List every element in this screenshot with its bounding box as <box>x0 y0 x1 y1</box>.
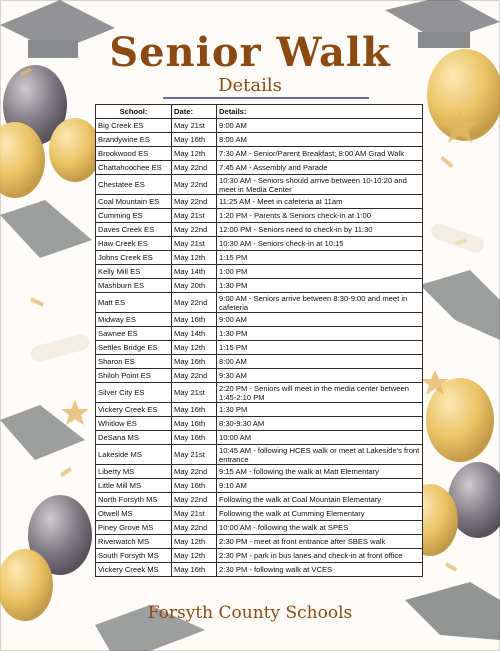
cell-details: 7:30 AM - Senior/Parent Breakfast; 8:00 AM Grad Walk <box>217 147 423 161</box>
cell-date: May 22nd <box>172 195 217 209</box>
cell-date: May 14th <box>172 265 217 279</box>
table-row <box>96 313 423 327</box>
header-date: Date: <box>172 105 217 119</box>
cell-details: 9:30 AM <box>217 369 423 383</box>
cell-school: Settles Bridge ES <box>96 341 172 355</box>
cell-date: May 21st <box>172 445 217 465</box>
table-row <box>96 133 423 147</box>
cell-details: 1:30 PM <box>217 279 423 293</box>
cell-date: May 21st <box>172 237 217 251</box>
table-row <box>96 535 423 549</box>
cell-details: 8:00 AM <box>217 355 423 369</box>
cell-date: May 22nd <box>172 521 217 535</box>
table-row <box>96 403 423 417</box>
table-header-row <box>96 105 423 119</box>
title-divider <box>163 97 369 99</box>
cell-date: May 21st <box>172 209 217 223</box>
cell-details: 10:30 AM - Seniors check-in at 10:15 <box>217 237 423 251</box>
cell-details: 11:25 AM - Meet in cafeteria at 11am <box>217 195 423 209</box>
cell-school: Johns Creek ES <box>96 251 172 265</box>
table-row <box>96 279 423 293</box>
cell-details: 1:15 PM <box>217 341 423 355</box>
cell-school: Lakeside MS <box>96 445 172 465</box>
cell-details: 10:00 AM - following the walk at SPES <box>217 521 423 535</box>
table-row <box>96 147 423 161</box>
cell-school: Haw Creek ES <box>96 237 172 251</box>
table-row <box>96 341 423 355</box>
cell-school: Brookwood ES <box>96 147 172 161</box>
cell-school: Chattahoochee ES <box>96 161 172 175</box>
table-row <box>96 549 423 563</box>
cell-date: May 12th <box>172 549 217 563</box>
table-row <box>96 119 423 133</box>
cell-details: 10:30 AM - Seniors should arrive between 10-10:20 and meet in Media Center <box>217 175 423 195</box>
table-row <box>96 209 423 223</box>
cell-school: Otwell MS <box>96 507 172 521</box>
cell-details: 8:00 AM <box>217 133 423 147</box>
cell-date: May 12th <box>172 147 217 161</box>
cell-details: Following the walk at Cumming Elementary <box>217 507 423 521</box>
cell-school: Sawnee ES <box>96 327 172 341</box>
cell-details: Following the walk at Coal Mountain Elementary <box>217 493 423 507</box>
page-title: Senior Walk <box>109 29 391 76</box>
table-row <box>96 493 423 507</box>
cell-school: Chestatee ES <box>96 175 172 195</box>
cell-school: North Forsyth MS <box>96 493 172 507</box>
cell-school: Cumming ES <box>96 209 172 223</box>
cell-date: May 21st <box>172 507 217 521</box>
cell-date: May 22nd <box>172 369 217 383</box>
table-row <box>96 465 423 479</box>
cell-details: 2:20 PM - Seniors will meet in the media center between 1:45-2:10 PM <box>217 383 423 403</box>
cell-details: 12:00 PM - Seniors need to check-in by 11:30 <box>217 223 423 237</box>
header-school: School: <box>96 105 172 119</box>
table-row <box>96 237 423 251</box>
cell-date: May 16th <box>172 563 217 577</box>
cell-school: Brandywine ES <box>96 133 172 147</box>
table-row <box>96 355 423 369</box>
cell-date: May 16th <box>172 479 217 493</box>
table-row <box>96 293 423 313</box>
cell-details: 9:15 AM - following the walk at Matt Elementary <box>217 465 423 479</box>
cell-details: 2:30 PM - meet at front entrance after SBES walk <box>217 535 423 549</box>
cell-school: Big Creek ES <box>96 119 172 133</box>
cell-details: 1:20 PM - Parents & Seniors check-in at 1:00 <box>217 209 423 223</box>
cell-date: May 16th <box>172 313 217 327</box>
table-row <box>96 223 423 237</box>
table-row <box>96 445 423 465</box>
cell-details: 9:00 AM - Seniors arrive between 8:30-9:00 and meet in cafeteria <box>217 293 423 313</box>
table-row <box>96 161 423 175</box>
cell-details: 2:30 PM - following walk at VCES <box>217 563 423 577</box>
table-row <box>96 369 423 383</box>
cell-school: Kelly Mill ES <box>96 265 172 279</box>
cell-details: 7:45 AM - Assembly and Parade <box>217 161 423 175</box>
cell-date: May 22nd <box>172 465 217 479</box>
cell-date: May 22nd <box>172 161 217 175</box>
cell-school: Little Mill MS <box>96 479 172 493</box>
cell-date: May 22nd <box>172 293 217 313</box>
cell-school: Riverwatch MS <box>96 535 172 549</box>
cell-date: May 22nd <box>172 223 217 237</box>
table-row <box>96 195 423 209</box>
cell-details: 9:00 AM <box>217 313 423 327</box>
cell-school: Liberty MS <box>96 465 172 479</box>
cell-date: May 22nd <box>172 493 217 507</box>
table-row <box>96 431 423 445</box>
cell-date: May 16th <box>172 403 217 417</box>
cell-school: Vickery Creek ES <box>96 403 172 417</box>
cell-date: May 16th <box>172 431 217 445</box>
cell-school: Sharon ES <box>96 355 172 369</box>
cell-school: Piney Grove MS <box>96 521 172 535</box>
cell-school: Shiloh Point ES <box>96 369 172 383</box>
cell-details: 1:15 PM <box>217 251 423 265</box>
table-row <box>96 327 423 341</box>
table-row <box>96 251 423 265</box>
cell-school: Whitlow ES <box>96 417 172 431</box>
cell-details: 1:30 PM <box>217 327 423 341</box>
cell-date: May 21st <box>172 383 217 403</box>
cell-details: 10:45 AM - following HCES walk or meet at Lakeside's front entrance <box>217 445 423 465</box>
cell-details: 10:00 AM <box>217 431 423 445</box>
page-subtitle: Details <box>218 75 282 96</box>
cell-school: Coal Mountain ES <box>96 195 172 209</box>
grad-cap-icon <box>420 270 500 340</box>
cell-school: Matt ES <box>96 293 172 313</box>
cell-date: May 12th <box>172 251 217 265</box>
cell-date: May 12th <box>172 535 217 549</box>
table-row <box>96 479 423 493</box>
table-row <box>96 417 423 431</box>
table-row <box>96 265 423 279</box>
cell-date: May 16th <box>172 355 217 369</box>
cell-details: 2:30 PM - park in bus lanes and check-in at front office <box>217 549 423 563</box>
cell-school: South Forsyth MS <box>96 549 172 563</box>
cell-school: Vickery Creek MS <box>96 563 172 577</box>
grad-cap-icon <box>0 200 92 258</box>
table-row <box>96 383 423 403</box>
cell-date: May 12th <box>172 341 217 355</box>
district-footer: Forsyth County Schools <box>147 603 353 623</box>
header-details: Details: <box>217 105 423 119</box>
cell-date: May 16th <box>172 417 217 431</box>
cell-school: Mashburn ES <box>96 279 172 293</box>
table-row <box>96 175 423 195</box>
table-row <box>96 507 423 521</box>
cell-school: Daves Creek ES <box>96 223 172 237</box>
cell-details: 8:30-9:30 AM <box>217 417 423 431</box>
cell-date: May 16th <box>172 133 217 147</box>
cell-school: Silver City ES <box>96 383 172 403</box>
cell-details: 9:10 AM <box>217 479 423 493</box>
cell-details: 1:30 PM <box>217 403 423 417</box>
schedule-table-container <box>95 104 422 577</box>
cell-date: May 22nd <box>172 175 217 195</box>
cell-details: 1:00 PM <box>217 265 423 279</box>
cell-school: DeSana MS <box>96 431 172 445</box>
table-row <box>96 563 423 577</box>
table-row <box>96 521 423 535</box>
cell-details: 9:00 AM <box>217 119 423 133</box>
cell-date: May 14th <box>172 327 217 341</box>
cell-date: May 21st <box>172 119 217 133</box>
senior-walk-table <box>95 104 423 577</box>
cell-date: May 20th <box>172 279 217 293</box>
cell-school: Midway ES <box>96 313 172 327</box>
